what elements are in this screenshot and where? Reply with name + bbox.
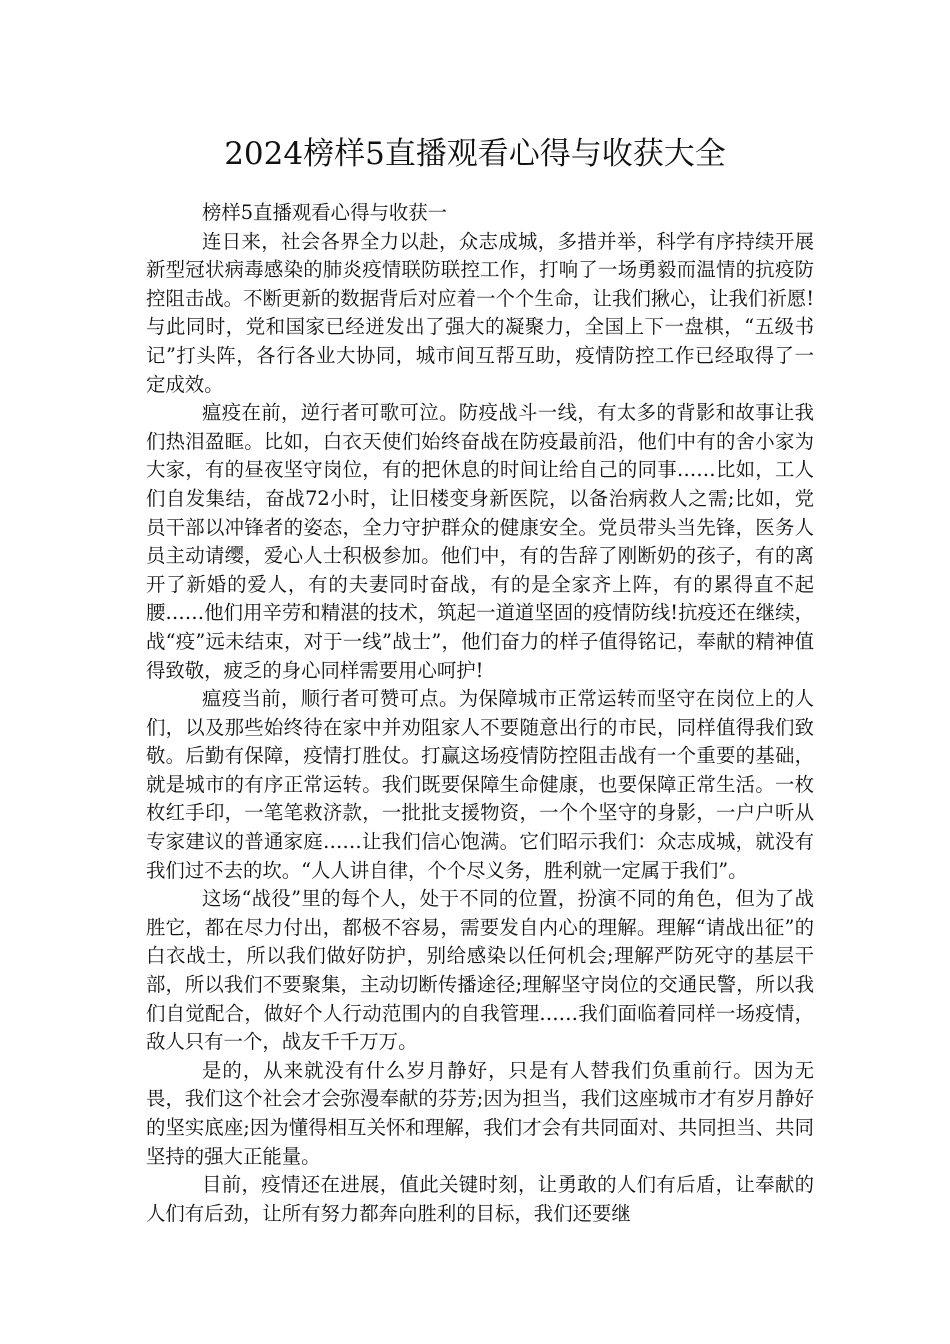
paragraph: 目前，疫情还在进展，值此关键时刻，让勇敢的人们有后盾，让奉献的人们有后劲，让所有努力都奔向胜利的目标，我们还要继 (146, 1173, 814, 1225)
document-title: 2024榜样5直播观看心得与收获大全 (224, 136, 726, 172)
document-body (146, 199, 814, 1228)
paragraph: 是的，从来就没有什么岁月静好，只是有人替我们负重前行。因为无畏，我们这个社会才会弥漫奉献的芬芳;因为担当，我们这座城市才有岁月静好的坚实底座;因为懂得相互关怀和理解，我们才会有共同面对、共同担当、共同坚持的强大正能量。 (146, 1058, 814, 1168)
paragraph: 瘟疫在前，逆行者可歌可泣。防疫战斗一线，有太多的背影和故事让我们热泪盈眶。比如，白衣天使们始终奋战在防疫最前沿，他们中有的舍小家为大家，有的昼夜坚守岗位，有的把休息的时间让给自己的同事……比如，工人们自发集结，奋战72小时，让旧楼变身新医院，以备治病救人之需;比如，党员干部以冲锋者的姿态，全力守护群众的健康安全。党员带头当先锋，医务人员主动请缨，爱心人士积极参加。他们中，有的告辞了刚断奶的孩子，有的离开了新婚的爱人，有的夫妻同时奋战，有的是全家齐上阵，有的累得直不起腰……他们用辛劳和精湛的技术，筑起一道道坚固的疫情防线!抗疫还在继续，战“疫”远未结束，对于一线”战士”，他们奋力的样子值得铭记，奉献的精神值得致敬，疲乏的身心同样需要用心呵护! (146, 401, 814, 682)
section-subtitle: 榜样5直播观看心得与收获一 (202, 201, 448, 224)
paragraph: 瘟疫当前，顺行者可赞可点。为保障城市正常运转而坚守在岗位上的人们，以及那些始终待在家中并劝阻家人不要随意出行的市民，同样值得我们致敬。后勤有保障，疫情打胜仗。打赢这场疫情防控阻击战有一个重要的基础，就是城市的有序正常运转。我们既要保障生命健康，也要保障正常生活。一枚枚红手印，一笔笔救济款，一批批支援物资，一个个坚守的身影，一户户听从专家建议的普通家庭……让我们信心饱满。它们昭示我们：众志成城，就没有我们过不去的坎。“人人讲自律，个个尽义务，胜利就一定属于我们”。 (146, 687, 814, 882)
paragraph: 连日来，社会各界全力以赴，众志成城，多措并举，科学有序持续开展新型冠状病毒感染的肺炎疫情联防联控工作，打响了一场勇毅而温情的抗疫防控阻击战。不断更新的数据背后对应着一个个生命，让我们揪心，让我们祈愿!与此同时，党和国家已经迸发出了强大的凝聚力，全国上下一盘棋，“五级书记”打头阵，各行各业大协同，城市间互帮互助，疫情防控工作已经取得了一定成效。 (146, 229, 814, 396)
paragraph: 这场“战役”里的每个人，处于不同的位置，扮演不同的角色，但为了战胜它，都在尽力付出，都极不容易，需要发自内心的理解。理解“请战出征”的白衣战士，所以我们做好防护，别给感染以任何机会;理解严防死守的基层干部，所以我们不要聚集，主动切断传播途径;理解坚守岗位的交通民警，所以我们自觉配合，做好个人行动范围内的自我管理……我们面临着同样一场疫情，敌人只有一个，战友千千万万。 (146, 887, 814, 1054)
